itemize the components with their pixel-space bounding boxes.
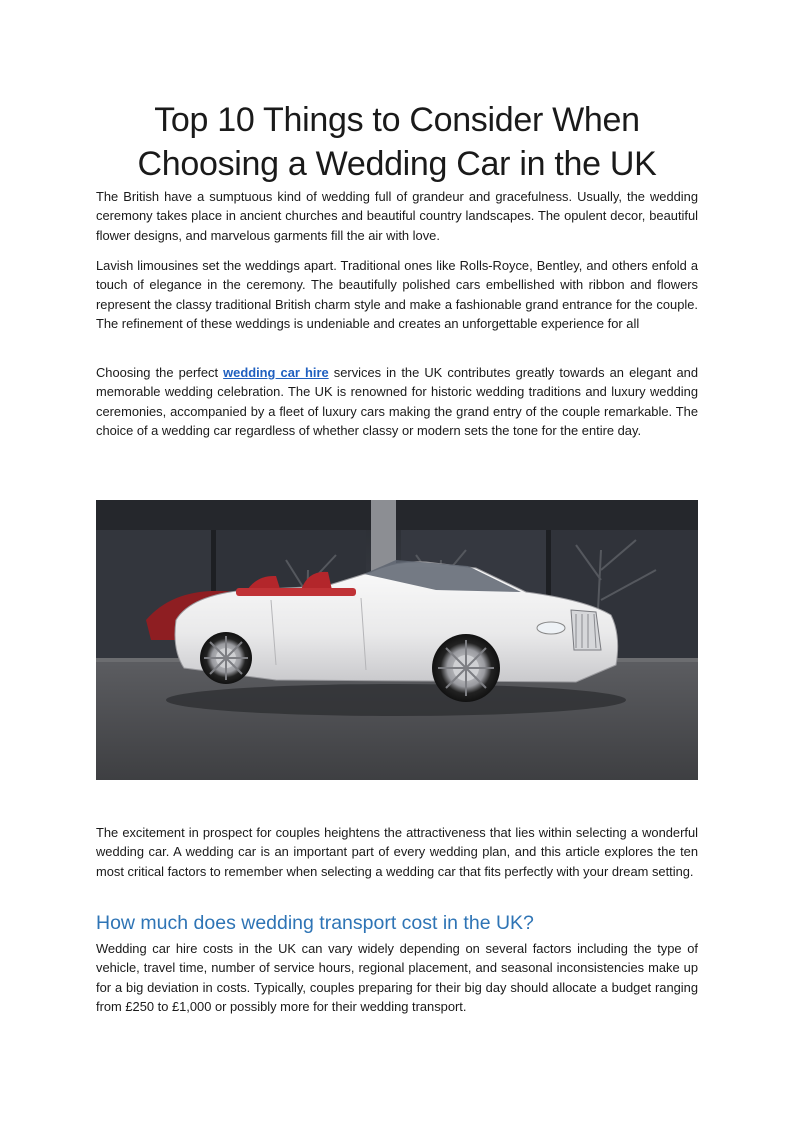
title-line-2: Choosing a Wedding Car in the UK [137, 145, 657, 183]
cost-paragraph: Wedding car hire costs in the UK can vary widely depending on several factors including the type of vehicle, travel time, number of service hours, regional placement, and seasonal inconsistencies make up for a big deviation in costs. Typically, couples preparing for their big day should allocate a budget ranging from £250 to £1,000 or possibly more for their wedding transport. [96, 941, 698, 1014]
page-title [96, 98, 698, 186]
choosing-text-after: services in the UK contributes greatly towards an elegant and memorable wedding celebration. The UK is renowned for historic wedding traditions and luxury wedding ceremonies, accompanied by a fleet of luxury cars making the grand entry of the couple remarkable. The choice of a wedding car regardless of whether classy or modern sets the tone for the entire day. [96, 365, 698, 438]
intro-paragraph: The British have a sumptuous kind of wedding full of grandeur and gracefulness. Usually, the wedding ceremony takes place in ancient churches and beautiful country landscapes. The opulent decor, beautiful flower designs, and marvelous garments fill the air with love. [96, 189, 698, 243]
excitement-paragraph: The excitement in prospect for couples heightens the attractiveness that lies within selecting a wonderful wedding car. A wedding car is an important part of every wedding plan, and this article explores the ten most critical factors to remember when selecting a wedding car that fits perfectly with your dream setting. [96, 825, 698, 879]
cost-heading: How much does wedding transport cost in the UK? [96, 912, 534, 934]
choosing-paragraph [96, 363, 698, 440]
wedding-car-hire-link[interactable]: wedding car hire [223, 365, 329, 380]
choosing-text-before: Choosing the perfect [96, 365, 224, 380]
wedding-car-photo [96, 500, 698, 780]
limousines-paragraph: Lavish limousines set the weddings apart. Traditional ones like Rolls-Royce, Bentley, and others enfold a touch of elegance in the ceremony. The beautifully polished cars embellished with ribbon and flowers represent the classy traditional British charm style and make a fashionable grand entrance for the couple. The refinement of these weddings is undeniable and creates an unforgettable experience for all [96, 258, 698, 331]
title-line-1: Top 10 Things to Consider When [154, 101, 640, 139]
